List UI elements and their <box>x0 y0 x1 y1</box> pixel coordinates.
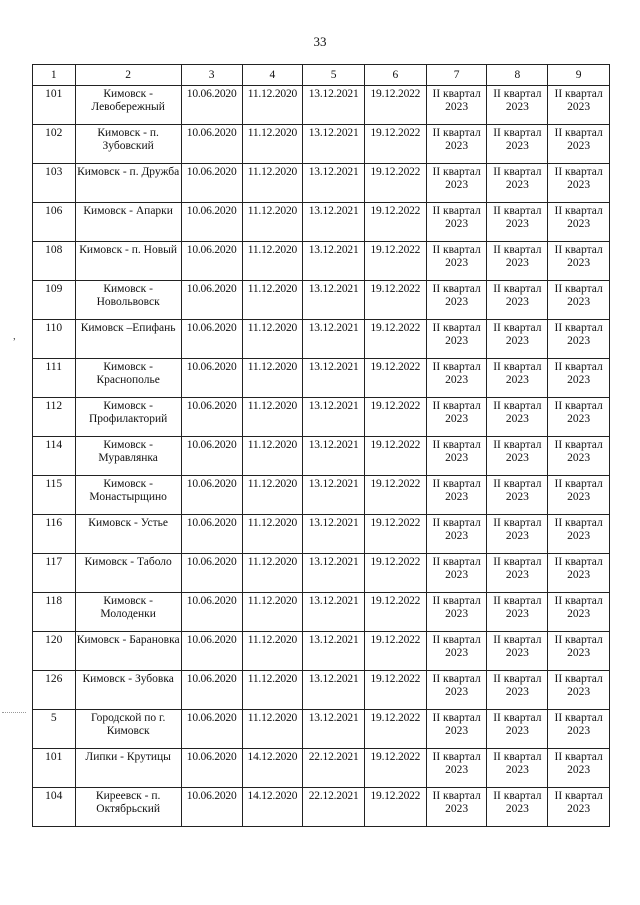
route-number-cell: 112 <box>33 398 76 437</box>
column-header: 5 <box>303 65 365 86</box>
date-cell: 10.06.2020 <box>181 671 242 710</box>
quarter-cell: II квартал 2023 <box>548 203 610 242</box>
date-cell: 19.12.2022 <box>365 164 427 203</box>
date-cell: 13.12.2021 <box>303 476 365 515</box>
route-name-cell: Кимовск - п. Новый <box>75 242 181 281</box>
table-row <box>33 359 610 398</box>
table-row <box>33 320 610 359</box>
quarter-cell: II квартал 2023 <box>487 749 548 788</box>
date-cell: 11.12.2020 <box>242 125 303 164</box>
date-cell: 19.12.2022 <box>365 281 427 320</box>
quarter-cell: II квартал 2023 <box>426 125 487 164</box>
date-cell: 13.12.2021 <box>303 710 365 749</box>
date-cell: 11.12.2020 <box>242 320 303 359</box>
route-name-cell: Кимовск - Таболо <box>75 554 181 593</box>
table-row <box>33 788 610 827</box>
date-cell: 13.12.2021 <box>303 398 365 437</box>
date-cell: 13.12.2021 <box>303 359 365 398</box>
quarter-cell: II квартал 2023 <box>487 125 548 164</box>
date-cell: 10.06.2020 <box>181 359 242 398</box>
quarter-cell: II квартал 2023 <box>426 593 487 632</box>
date-cell: 13.12.2021 <box>303 515 365 554</box>
route-name-cell: Кимовск - Молоденки <box>75 593 181 632</box>
date-cell: 13.12.2021 <box>303 86 365 125</box>
table-row <box>33 632 610 671</box>
quarter-cell: II квартал 2023 <box>487 398 548 437</box>
table-row <box>33 749 610 788</box>
date-cell: 10.06.2020 <box>181 86 242 125</box>
quarter-cell: II квартал 2023 <box>426 203 487 242</box>
column-header: 9 <box>548 65 610 86</box>
table-row <box>33 554 610 593</box>
date-cell: 10.06.2020 <box>181 320 242 359</box>
date-cell: 19.12.2022 <box>365 203 427 242</box>
route-name-cell: Городской по г. Кимовск <box>75 710 181 749</box>
date-cell: 19.12.2022 <box>365 671 427 710</box>
route-number-cell: 104 <box>33 788 76 827</box>
route-name-cell: Кимовск - Краснополье <box>75 359 181 398</box>
quarter-cell: II квартал 2023 <box>548 476 610 515</box>
quarter-cell: II квартал 2023 <box>487 515 548 554</box>
route-name-cell: Кимовск - Устье <box>75 515 181 554</box>
route-number-cell: 115 <box>33 476 76 515</box>
table-row <box>33 164 610 203</box>
date-cell: 10.06.2020 <box>181 281 242 320</box>
quarter-cell: II квартал 2023 <box>487 281 548 320</box>
quarter-cell: II квартал 2023 <box>487 788 548 827</box>
quarter-cell: II квартал 2023 <box>426 359 487 398</box>
quarter-cell: II квартал 2023 <box>548 593 610 632</box>
date-cell: 19.12.2022 <box>365 437 427 476</box>
route-number-cell: 118 <box>33 593 76 632</box>
route-name-cell: Кимовск –Епифань <box>75 320 181 359</box>
margin-mark: , <box>13 330 16 342</box>
route-number-cell: 101 <box>33 749 76 788</box>
date-cell: 19.12.2022 <box>365 242 427 281</box>
date-cell: 10.06.2020 <box>181 164 242 203</box>
page-number: 33 <box>313 34 327 49</box>
quarter-cell: II квартал 2023 <box>426 515 487 554</box>
table-row <box>33 593 610 632</box>
table-row <box>33 710 610 749</box>
date-cell: 13.12.2021 <box>303 242 365 281</box>
quarter-cell: II квартал 2023 <box>487 359 548 398</box>
date-cell: 22.12.2021 <box>303 788 365 827</box>
date-cell: 11.12.2020 <box>242 515 303 554</box>
route-name-cell: Кимовск - Муравлянка <box>75 437 181 476</box>
quarter-cell: II квартал 2023 <box>487 632 548 671</box>
quarter-cell: II квартал 2023 <box>487 437 548 476</box>
date-cell: 13.12.2021 <box>303 320 365 359</box>
date-cell: 11.12.2020 <box>242 242 303 281</box>
date-cell: 11.12.2020 <box>242 164 303 203</box>
date-cell: 19.12.2022 <box>365 515 427 554</box>
date-cell: 10.06.2020 <box>181 710 242 749</box>
route-number-cell: 126 <box>33 671 76 710</box>
date-cell: 13.12.2021 <box>303 203 365 242</box>
quarter-cell: II квартал 2023 <box>426 164 487 203</box>
date-cell: 19.12.2022 <box>365 125 427 164</box>
column-header: 6 <box>365 65 427 86</box>
quarter-cell: II квартал 2023 <box>487 242 548 281</box>
date-cell: 11.12.2020 <box>242 710 303 749</box>
date-cell: 13.12.2021 <box>303 281 365 320</box>
date-cell: 19.12.2022 <box>365 788 427 827</box>
date-cell: 10.06.2020 <box>181 554 242 593</box>
quarter-cell: II квартал 2023 <box>426 242 487 281</box>
quarter-cell: II квартал 2023 <box>548 710 610 749</box>
quarter-cell: II квартал 2023 <box>426 554 487 593</box>
quarter-cell: II квартал 2023 <box>426 476 487 515</box>
date-cell: 11.12.2020 <box>242 632 303 671</box>
table-header-row <box>33 65 610 86</box>
column-header: 7 <box>426 65 487 86</box>
date-cell: 11.12.2020 <box>242 593 303 632</box>
quarter-cell: II квартал 2023 <box>548 398 610 437</box>
quarter-cell: II квартал 2023 <box>548 164 610 203</box>
date-cell: 14.12.2020 <box>242 788 303 827</box>
table-row <box>33 515 610 554</box>
quarter-cell: II квартал 2023 <box>548 281 610 320</box>
date-cell: 11.12.2020 <box>242 359 303 398</box>
column-header: 1 <box>33 65 76 86</box>
quarter-cell: II квартал 2023 <box>548 242 610 281</box>
quarter-cell: II квартал 2023 <box>426 749 487 788</box>
quarter-cell: II квартал 2023 <box>548 671 610 710</box>
date-cell: 19.12.2022 <box>365 398 427 437</box>
date-cell: 11.12.2020 <box>242 281 303 320</box>
date-cell: 11.12.2020 <box>242 554 303 593</box>
quarter-cell: II квартал 2023 <box>548 86 610 125</box>
route-number-cell: 101 <box>33 86 76 125</box>
schedule-table <box>32 64 610 827</box>
date-cell: 10.06.2020 <box>181 788 242 827</box>
date-cell: 19.12.2022 <box>365 710 427 749</box>
date-cell: 13.12.2021 <box>303 437 365 476</box>
table-row <box>33 242 610 281</box>
route-number-cell: 117 <box>33 554 76 593</box>
quarter-cell: II квартал 2023 <box>487 476 548 515</box>
route-number-cell: 106 <box>33 203 76 242</box>
margin-dots <box>2 712 26 713</box>
quarter-cell: II квартал 2023 <box>548 320 610 359</box>
route-number-cell: 114 <box>33 437 76 476</box>
route-name-cell: Липки - Крутицы <box>75 749 181 788</box>
date-cell: 10.06.2020 <box>181 203 242 242</box>
date-cell: 10.06.2020 <box>181 125 242 164</box>
date-cell: 10.06.2020 <box>181 749 242 788</box>
date-cell: 19.12.2022 <box>365 359 427 398</box>
date-cell: 13.12.2021 <box>303 632 365 671</box>
date-cell: 19.12.2022 <box>365 593 427 632</box>
date-cell: 19.12.2022 <box>365 632 427 671</box>
quarter-cell: II квартал 2023 <box>487 554 548 593</box>
route-number-cell: 103 <box>33 164 76 203</box>
table-body <box>33 86 610 827</box>
quarter-cell: II квартал 2023 <box>548 125 610 164</box>
quarter-cell: II квартал 2023 <box>487 320 548 359</box>
route-name-cell: Кимовск - Новольвовск <box>75 281 181 320</box>
route-name-cell: Кимовск - п. Зубовский <box>75 125 181 164</box>
quarter-cell: II квартал 2023 <box>426 710 487 749</box>
date-cell: 19.12.2022 <box>365 476 427 515</box>
quarter-cell: II квартал 2023 <box>426 86 487 125</box>
date-cell: 13.12.2021 <box>303 593 365 632</box>
date-cell: 13.12.2021 <box>303 671 365 710</box>
route-number-cell: 5 <box>33 710 76 749</box>
table-row <box>33 125 610 164</box>
quarter-cell: II квартал 2023 <box>548 632 610 671</box>
date-cell: 10.06.2020 <box>181 437 242 476</box>
table-row <box>33 281 610 320</box>
date-cell: 10.06.2020 <box>181 476 242 515</box>
quarter-cell: II квартал 2023 <box>487 164 548 203</box>
date-cell: 11.12.2020 <box>242 476 303 515</box>
route-name-cell: Кимовск - Барановка <box>75 632 181 671</box>
date-cell: 14.12.2020 <box>242 749 303 788</box>
quarter-cell: II квартал 2023 <box>487 203 548 242</box>
route-number-cell: 110 <box>33 320 76 359</box>
column-header: 3 <box>181 65 242 86</box>
quarter-cell: II квартал 2023 <box>426 671 487 710</box>
quarter-cell: II квартал 2023 <box>548 359 610 398</box>
date-cell: 13.12.2021 <box>303 554 365 593</box>
quarter-cell: II квартал 2023 <box>487 593 548 632</box>
column-header: 4 <box>242 65 303 86</box>
route-number-cell: 109 <box>33 281 76 320</box>
date-cell: 22.12.2021 <box>303 749 365 788</box>
table-row <box>33 203 610 242</box>
route-name-cell: Кимовск - Профилакторий <box>75 398 181 437</box>
date-cell: 10.06.2020 <box>181 632 242 671</box>
route-name-cell: Кимовск - Левобережный <box>75 86 181 125</box>
quarter-cell: II квартал 2023 <box>548 437 610 476</box>
route-name-cell: Киреевск - п. Октябрьский <box>75 788 181 827</box>
date-cell: 19.12.2022 <box>365 749 427 788</box>
quarter-cell: II квартал 2023 <box>426 281 487 320</box>
quarter-cell: II квартал 2023 <box>548 749 610 788</box>
date-cell: 11.12.2020 <box>242 437 303 476</box>
route-number-cell: 120 <box>33 632 76 671</box>
table-row <box>33 86 610 125</box>
date-cell: 13.12.2021 <box>303 125 365 164</box>
route-number-cell: 102 <box>33 125 76 164</box>
date-cell: 13.12.2021 <box>303 164 365 203</box>
route-number-cell: 108 <box>33 242 76 281</box>
date-cell: 10.06.2020 <box>181 593 242 632</box>
quarter-cell: II квартал 2023 <box>426 632 487 671</box>
table-row <box>33 398 610 437</box>
quarter-cell: II квартал 2023 <box>426 320 487 359</box>
quarter-cell: II квартал 2023 <box>548 515 610 554</box>
column-header: 2 <box>75 65 181 86</box>
date-cell: 10.06.2020 <box>181 398 242 437</box>
date-cell: 11.12.2020 <box>242 398 303 437</box>
quarter-cell: II квартал 2023 <box>487 671 548 710</box>
route-name-cell: Кимовск - Зубовка <box>75 671 181 710</box>
date-cell: 19.12.2022 <box>365 554 427 593</box>
route-number-cell: 111 <box>33 359 76 398</box>
quarter-cell: II квартал 2023 <box>426 398 487 437</box>
column-header: 8 <box>487 65 548 86</box>
quarter-cell: II квартал 2023 <box>487 710 548 749</box>
date-cell: 10.06.2020 <box>181 515 242 554</box>
route-number-cell: 116 <box>33 515 76 554</box>
date-cell: 19.12.2022 <box>365 320 427 359</box>
route-name-cell: Кимовск - Апарки <box>75 203 181 242</box>
date-cell: 11.12.2020 <box>242 671 303 710</box>
quarter-cell: II квартал 2023 <box>487 86 548 125</box>
route-name-cell: Кимовск - Монастырщино <box>75 476 181 515</box>
quarter-cell: II квартал 2023 <box>426 437 487 476</box>
quarter-cell: II квартал 2023 <box>548 554 610 593</box>
date-cell: 19.12.2022 <box>365 86 427 125</box>
date-cell: 10.06.2020 <box>181 242 242 281</box>
route-name-cell: Кимовск - п. Дружба <box>75 164 181 203</box>
date-cell: 11.12.2020 <box>242 86 303 125</box>
table-row <box>33 671 610 710</box>
table-row <box>33 437 610 476</box>
quarter-cell: II квартал 2023 <box>548 788 610 827</box>
quarter-cell: II квартал 2023 <box>426 788 487 827</box>
table-row <box>33 476 610 515</box>
date-cell: 11.12.2020 <box>242 203 303 242</box>
